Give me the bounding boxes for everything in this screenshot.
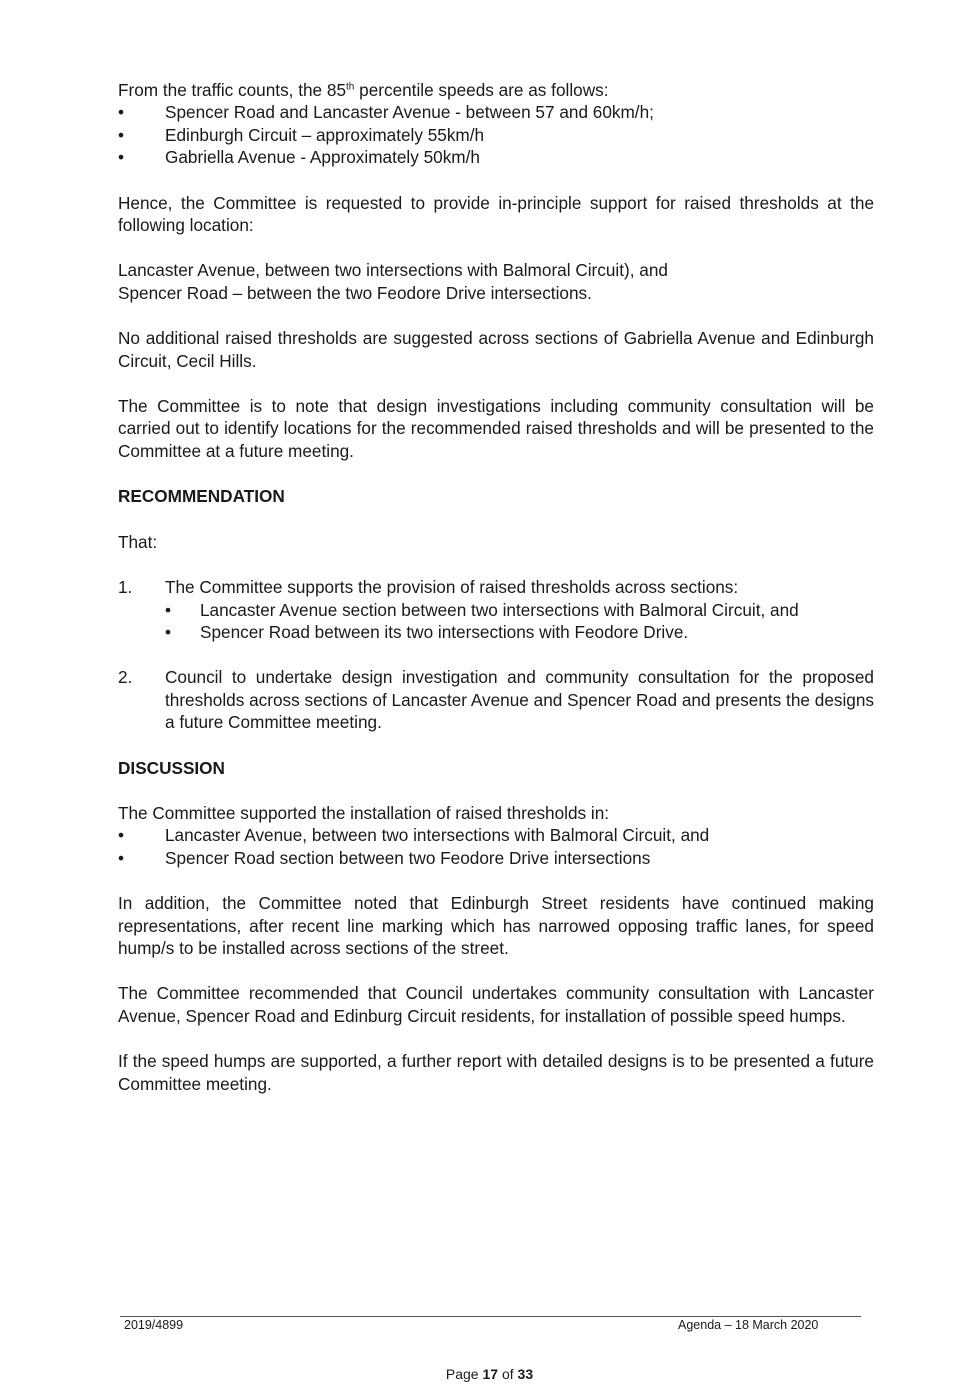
intro-text: From the traffic counts, the 85 <box>118 80 347 100</box>
that-label: That: <box>118 531 158 552</box>
item-number: 1. <box>118 577 133 598</box>
discussion-heading: DISCUSSION <box>118 757 225 778</box>
item-number: 2. <box>118 667 133 688</box>
bullet-icon: • <box>118 147 125 168</box>
locations-block <box>118 259 874 304</box>
note-paragraph: The Committee is to note that design investigations including community consultation will be carried out to identify locations for the recommended raised thresholds and will be presented to the Committee at a future meeting. <box>118 396 874 461</box>
footer-divider <box>120 1316 861 1317</box>
page-number: Page 17 of 33 <box>445 1366 534 1382</box>
discussion-list <box>118 824 874 869</box>
ordinal-suffix: th <box>346 81 355 93</box>
list-item: • Edinburgh Circuit – approximately 55km/h <box>118 124 485 145</box>
discussion-intro: The Committee supported the installation of raised thresholds in: <box>118 802 610 823</box>
recommendation-heading: RECOMMENDATION <box>118 486 285 507</box>
no-additional-paragraph: No additional raised thresholds are suggested across sections of Gabriella Avenue and Edinburgh Circuit, Cecil Hills. <box>118 328 874 371</box>
bullet-icon: • <box>165 599 172 620</box>
bullet-icon: • <box>118 825 125 846</box>
bullet-icon: • <box>118 847 125 868</box>
recommended-paragraph: The Committee recommended that Council undertakes community consultation with Lancaster Avenue, Spencer Road and Edinburg Circuit residents, for installation of possible speed humps. <box>118 983 874 1026</box>
speeds-list <box>118 101 874 168</box>
addition-paragraph: In addition, the Committee noted that Edinburgh Street residents have continued making representations, after recent line marking which has narrowed opposing traffic lanes, for speed hump/s to be installed across sections of the street. <box>118 893 874 958</box>
footer-reference: 2019/4899 <box>124 1318 184 1332</box>
recommendation-sub-list <box>165 599 874 644</box>
total-pages: 33 <box>517 1366 534 1382</box>
footer-agenda-date: Agenda – 18 March 2020 <box>678 1318 819 1332</box>
list-item: • Spencer Road between its two intersections with Feodore Drive. <box>165 621 689 642</box>
item-text: The Committee supports the provision of raised thresholds across sections: <box>165 577 739 598</box>
list-item: • Spencer Road section between two Feodore Drive intersections <box>118 847 651 868</box>
list-item: • Lancaster Avenue, between two intersections with Balmoral Circuit, and <box>118 825 710 846</box>
recommendation-item-1 <box>118 576 874 598</box>
current-page: 17 <box>482 1366 499 1382</box>
page-content <box>118 79 874 1095</box>
bullet-icon: • <box>165 621 172 642</box>
list-item: • Gabriella Avenue - Approximately 50km/h <box>118 147 480 168</box>
bullet-icon: • <box>118 124 125 145</box>
list-item: • Lancaster Avenue section between two intersections with Balmoral Circuit, and <box>165 599 799 620</box>
recommendation-item-2 <box>118 666 874 733</box>
item-text: Council to undertake design investigation and community consultation for the proposed thresholds across sections of Lancaster Avenue and Spencer Road and presents the designs a future Committee meeting. <box>165 667 874 733</box>
bullet-icon: • <box>118 102 125 123</box>
location-line: Lancaster Avenue, between two intersections with Balmoral Circuit), and <box>118 260 668 281</box>
intro-paragraph <box>118 79 874 101</box>
intro-text-end: percentile speeds are as follows: <box>354 80 609 100</box>
request-paragraph: Hence, the Committee is requested to provide in-principle support for raised thresholds at the following location: <box>118 192 874 236</box>
if-supported-paragraph: If the speed humps are supported, a further report with detailed designs is to be presented a future Committee meeting. <box>118 1051 874 1094</box>
list-item: • Spencer Road and Lancaster Avenue - between 57 and 60km/h; <box>118 102 654 123</box>
location-line: Spencer Road – between the two Feodore Drive intersections. <box>118 282 592 303</box>
